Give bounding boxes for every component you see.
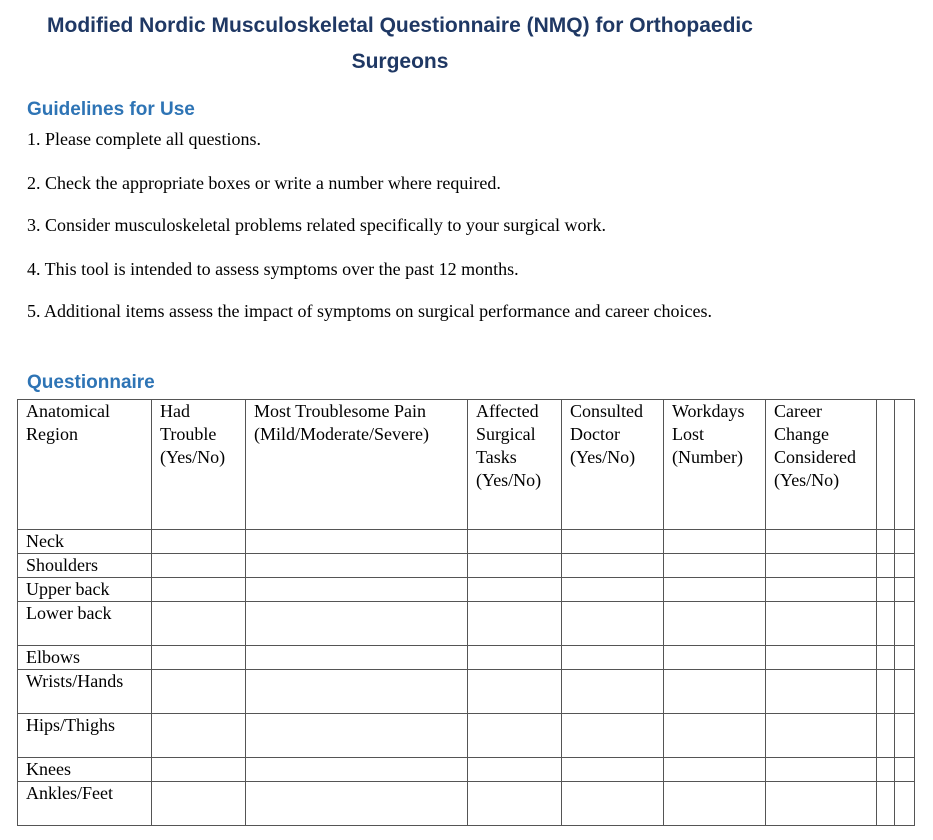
row-label-elbows: Elbows [18, 646, 152, 670]
narrow-cell [877, 400, 895, 530]
answer-cell[interactable] [246, 714, 468, 758]
answer-cell[interactable] [246, 530, 468, 554]
answer-cell[interactable] [246, 646, 468, 670]
answer-cell[interactable] [152, 602, 246, 646]
row-label-shoulders: Shoulders [18, 554, 152, 578]
header-career-change: Career Change Considered (Yes/No) [766, 400, 877, 530]
answer-cell[interactable] [152, 530, 246, 554]
guideline-item-4: 4. This tool is intended to assess symptoms over the past 12 months. [27, 259, 519, 279]
answer-cell[interactable] [152, 646, 246, 670]
answer-cell[interactable] [562, 578, 664, 602]
narrow-cell [895, 602, 915, 646]
answer-cell[interactable] [246, 578, 468, 602]
narrow-cell [895, 670, 915, 714]
header-most-troublesome-pain: Most Troublesome Pain (Mild/Moderate/Severe) [246, 400, 468, 530]
answer-cell[interactable] [468, 758, 562, 782]
table-row [18, 714, 915, 758]
answer-cell[interactable] [664, 602, 766, 646]
row-label-knees: Knees [18, 758, 152, 782]
row-label-wrists-hands: Wrists/Hands [18, 670, 152, 714]
answer-cell[interactable] [766, 714, 877, 758]
answer-cell[interactable] [766, 554, 877, 578]
title-line-1: Modified Nordic Musculoskeletal Questionnaire (NMQ) for Orthopaedic [47, 14, 753, 37]
answer-cell[interactable] [664, 670, 766, 714]
guideline-item-5: 5. Additional items assess the impact of symptoms on surgical performance and career choices. [27, 301, 712, 321]
table-row [18, 758, 915, 782]
answer-cell[interactable] [766, 758, 877, 782]
row-label-ankles-feet: Ankles/Feet [18, 782, 152, 826]
header-had-trouble: Had Trouble (Yes/No) [152, 400, 246, 530]
guideline-item-1: 1. Please complete all questions. [27, 129, 261, 149]
answer-cell[interactable] [468, 602, 562, 646]
answer-cell[interactable] [468, 670, 562, 714]
narrow-cell [895, 554, 915, 578]
row-label-upper-back: Upper back [18, 578, 152, 602]
narrow-cell [877, 670, 895, 714]
narrow-cell [877, 782, 895, 826]
answer-cell[interactable] [152, 670, 246, 714]
answer-cell[interactable] [152, 714, 246, 758]
answer-cell[interactable] [562, 714, 664, 758]
answer-cell[interactable] [468, 530, 562, 554]
narrow-cell [877, 578, 895, 602]
row-label-lower-back: Lower back [18, 602, 152, 646]
row-label-hips-thighs: Hips/Thighs [18, 714, 152, 758]
narrow-cell [877, 530, 895, 554]
table-row [18, 530, 915, 554]
questionnaire-table [17, 399, 915, 826]
table-header-row [18, 400, 915, 530]
header-affected-surgical-tasks: Affected Surgical Tasks (Yes/No) [468, 400, 562, 530]
narrow-cell [877, 554, 895, 578]
answer-cell[interactable] [766, 530, 877, 554]
table-row [18, 602, 915, 646]
answer-cell[interactable] [766, 670, 877, 714]
narrow-cell [877, 646, 895, 670]
answer-cell[interactable] [562, 782, 664, 826]
title-line-2: Surgeons [351, 50, 449, 73]
answer-cell[interactable] [152, 758, 246, 782]
answer-cell[interactable] [468, 782, 562, 826]
answer-cell[interactable] [152, 554, 246, 578]
answer-cell[interactable] [766, 646, 877, 670]
narrow-cell [877, 758, 895, 782]
narrow-cell [895, 714, 915, 758]
answer-cell[interactable] [246, 602, 468, 646]
answer-cell[interactable] [152, 782, 246, 826]
questionnaire-heading: Questionnaire [27, 372, 155, 393]
narrow-cell [877, 714, 895, 758]
answer-cell[interactable] [562, 758, 664, 782]
answer-cell[interactable] [664, 530, 766, 554]
row-label-neck: Neck [18, 530, 152, 554]
answer-cell[interactable] [766, 578, 877, 602]
answer-cell[interactable] [246, 670, 468, 714]
answer-cell[interactable] [766, 782, 877, 826]
header-anatomical-region: Anatomical Region [18, 400, 152, 530]
answer-cell[interactable] [664, 554, 766, 578]
narrow-cell [895, 646, 915, 670]
answer-cell[interactable] [664, 782, 766, 826]
answer-cell[interactable] [562, 670, 664, 714]
narrow-cell [895, 400, 915, 530]
guideline-item-2: 2. Check the appropriate boxes or write a number where required. [27, 173, 501, 193]
answer-cell[interactable] [664, 714, 766, 758]
narrow-cell [895, 530, 915, 554]
narrow-cell [895, 782, 915, 826]
guideline-item-3: 3. Consider musculoskeletal problems related specifically to your surgical work. [27, 215, 607, 235]
table-row [18, 670, 915, 714]
answer-cell[interactable] [468, 646, 562, 670]
document-title [0, 8, 800, 80]
answer-cell[interactable] [468, 714, 562, 758]
answer-cell[interactable] [562, 530, 664, 554]
answer-cell[interactable] [562, 554, 664, 578]
header-consulted-doctor: Consulted Doctor (Yes/No) [562, 400, 664, 530]
answer-cell[interactable] [152, 578, 246, 602]
answer-cell[interactable] [664, 646, 766, 670]
table-row [18, 554, 915, 578]
table-row [18, 578, 915, 602]
table-row [18, 646, 915, 670]
answer-cell[interactable] [468, 554, 562, 578]
answer-cell[interactable] [468, 578, 562, 602]
answer-cell[interactable] [246, 758, 468, 782]
narrow-cell [895, 758, 915, 782]
answer-cell[interactable] [562, 602, 664, 646]
guidelines-heading: Guidelines for Use [27, 99, 195, 120]
answer-cell[interactable] [766, 602, 877, 646]
answer-cell[interactable] [246, 782, 468, 826]
table-row [18, 782, 915, 826]
narrow-cell [877, 602, 895, 646]
answer-cell[interactable] [246, 554, 468, 578]
answer-cell[interactable] [664, 758, 766, 782]
answer-cell[interactable] [562, 646, 664, 670]
narrow-cell [895, 578, 915, 602]
header-workdays-lost: Workdays Lost (Number) [664, 400, 766, 530]
answer-cell[interactable] [664, 578, 766, 602]
